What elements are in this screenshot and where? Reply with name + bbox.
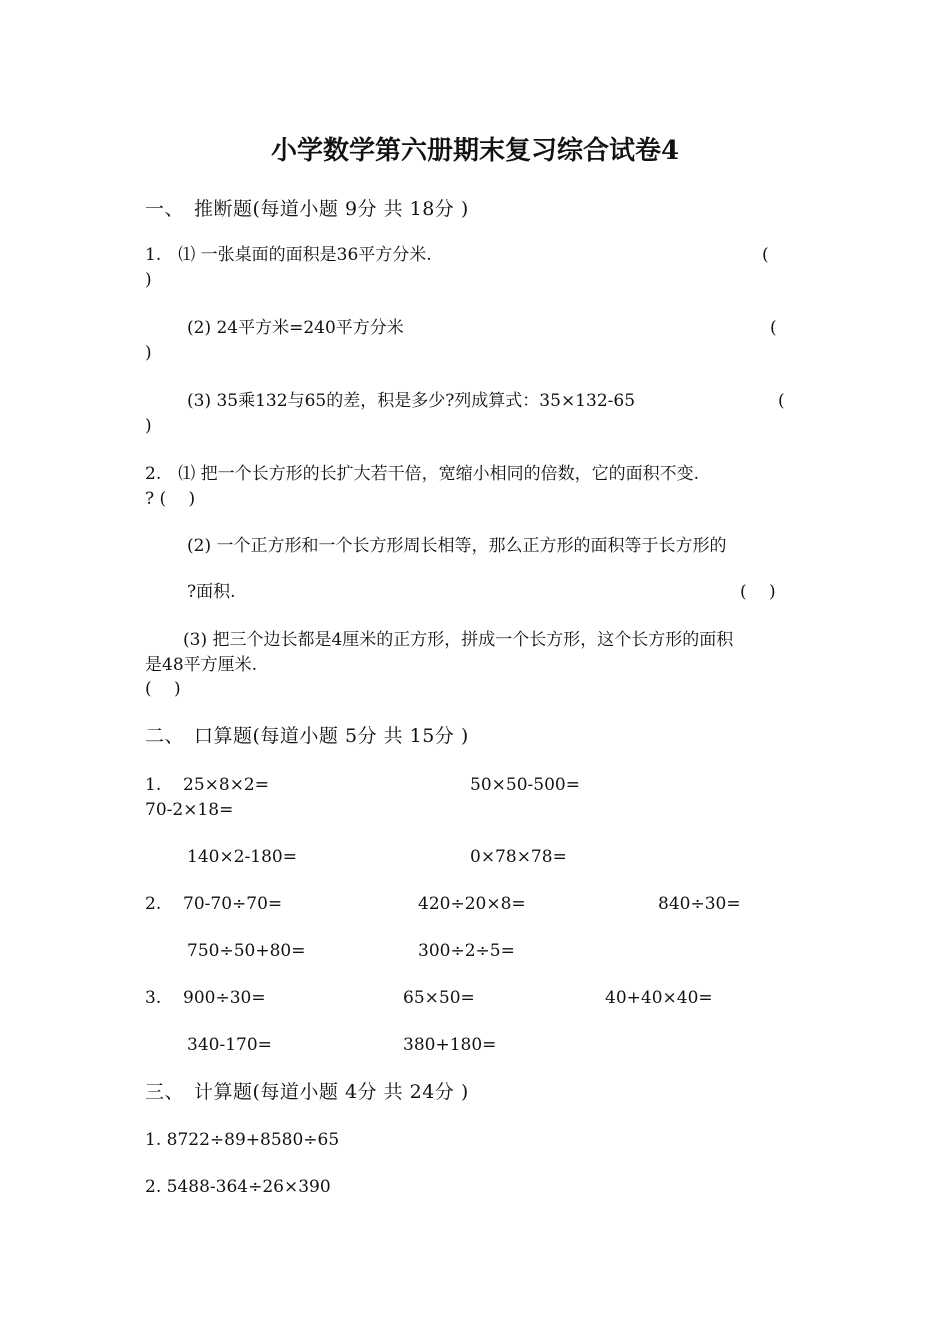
- calc-item: 25×8×2=: [183, 775, 269, 795]
- answer-paren: ( ): [145, 679, 181, 699]
- answer-paren-open: (: [762, 245, 769, 265]
- section-heading-calculation: 三、 计算题(每道小题 4分 共 24分 ): [145, 1081, 469, 1103]
- calc-question: 1. 8722÷89+8580÷65: [145, 1130, 340, 1150]
- section-heading-mental-math: 二、 口算题(每道小题 5分 共 15分 ): [145, 725, 469, 747]
- calc-item: 0×78×78=: [470, 847, 567, 867]
- calc-item: 340-170=: [187, 1035, 272, 1055]
- answer-paren: ( ): [740, 582, 776, 602]
- section-heading-judgment: 一、 推断题(每道小题 9分 共 18分 ): [145, 198, 469, 220]
- answer-paren-open: (: [778, 391, 785, 411]
- calc-item: 420÷20×8=: [418, 894, 526, 914]
- calc-item: 900÷30=: [183, 988, 266, 1008]
- calc-item: 70-2×18=: [145, 800, 234, 820]
- calc-item: 65×50=: [403, 988, 475, 1008]
- question-2-1: 2. ⑴ 把一个长方形的长扩大若干倍，宽缩小相同的倍数，它的面积不变.: [145, 464, 700, 484]
- answer-paren-close: ): [145, 270, 152, 290]
- question-number: 2.: [145, 894, 162, 914]
- calc-item: 300÷2÷5=: [418, 941, 515, 961]
- question-1-2: (2) 24平方米=240平方分米: [187, 318, 404, 338]
- calc-item: 380+180=: [403, 1035, 497, 1055]
- question-number: 3.: [145, 988, 162, 1008]
- answer-paren-open: (: [770, 318, 777, 338]
- calc-item: 70-70÷70=: [183, 894, 283, 914]
- answer-paren-close: ): [145, 416, 152, 436]
- answer-paren: ? ( ): [145, 489, 196, 509]
- calc-question: 2. 5488-364÷26×390: [145, 1177, 331, 1197]
- question-1-3: (3) 35乘132与65的差，积是多少?列成算式：35×132-65: [187, 391, 636, 411]
- question-2-2: (2) 一个正方形和一个长方形周长相等，那么正方形的面积等于长方形的: [187, 536, 727, 556]
- answer-paren-close: ): [145, 343, 152, 363]
- question-2-2-continued: ?面积.: [187, 582, 236, 602]
- calc-item: 140×2-180=: [187, 847, 297, 867]
- page-title: 小学数学第六册期末复习综合试卷4: [270, 136, 680, 166]
- calc-item: 40+40×40=: [605, 988, 713, 1008]
- calc-item: 840÷30=: [658, 894, 741, 914]
- question-1-1: 1. ⑴ 一张桌面的面积是36平方分米.: [145, 245, 432, 265]
- calc-item: 50×50-500=: [470, 775, 580, 795]
- question-2-3: (3) 把三个边长都是4厘米的正方形，拼成一个长方形，这个长方形的面积: [183, 630, 734, 650]
- question-2-3-continued: 是48平方厘米.: [145, 655, 258, 675]
- question-number: 1.: [145, 775, 162, 795]
- calc-item: 750÷50+80=: [187, 941, 306, 961]
